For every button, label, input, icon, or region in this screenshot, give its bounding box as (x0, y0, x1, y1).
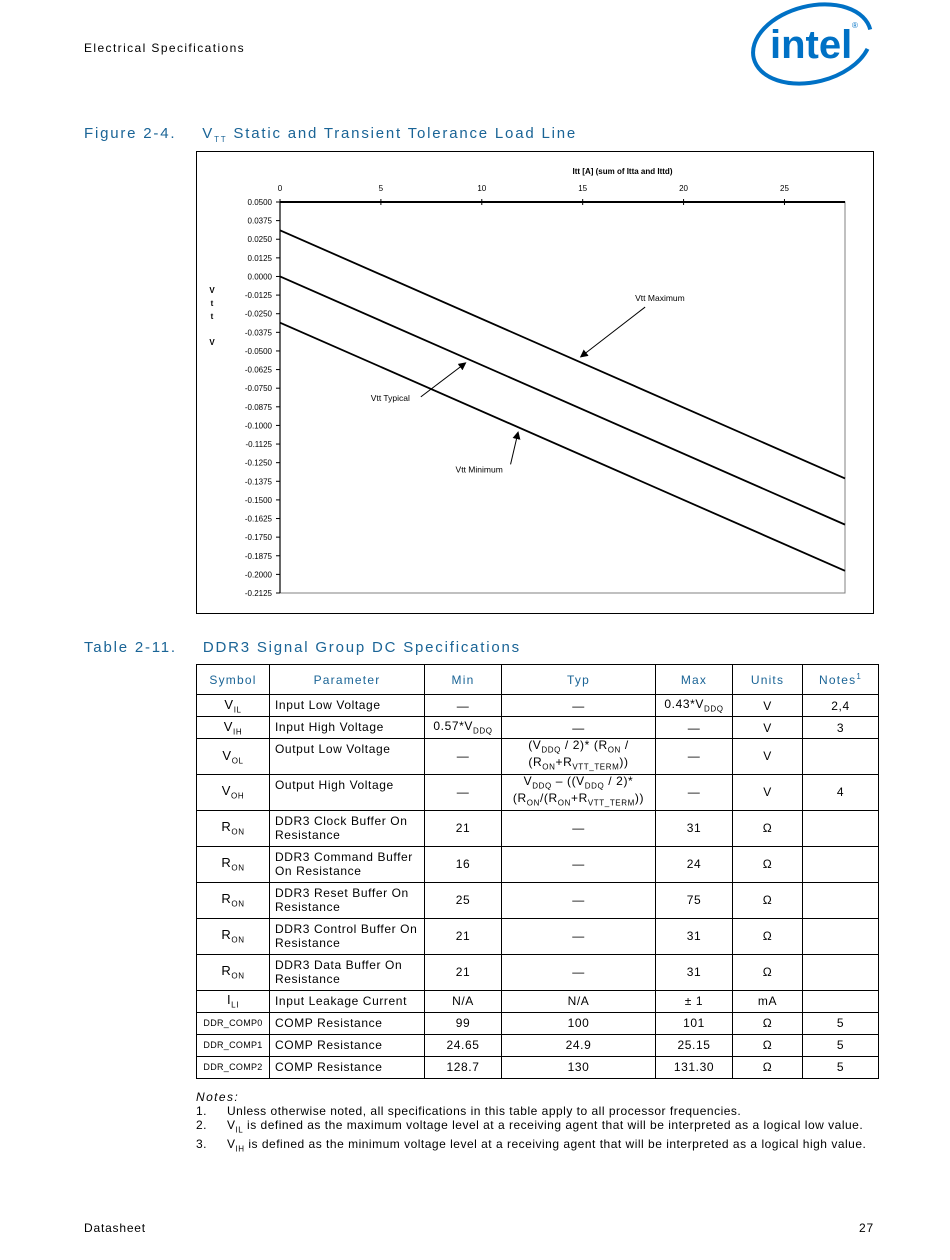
table-row (197, 774, 879, 810)
annotation-label: Vtt Minimum (455, 464, 503, 475)
y-axis-label-char: t (210, 312, 214, 321)
cell-notes: 2,4 (803, 695, 879, 717)
cell-typ: $V_{DDQ} - ((V_{DDQ} / 2)*$ $(R_{ON}/(R_{ON}+R_{VTT\_TERM}))$ (502, 774, 656, 810)
cell-max: 131.30 (656, 1056, 733, 1078)
cell-units: Ω (733, 1012, 803, 1034)
x-axis-label: Itt [A] (sum of Itta and Ittd) (572, 167, 673, 176)
cell-units: V (733, 739, 803, 775)
col-header-notes: Notes$^1$ (803, 665, 879, 695)
cell-min: $0.57*V_{DDQ}$ (425, 717, 502, 739)
col-header-typ: Typ (502, 665, 656, 695)
cell-min: 21 (425, 810, 502, 846)
cell-units: V (733, 695, 803, 717)
cell-parameter: Input High Voltage (270, 717, 425, 739)
col-header-units: Units (733, 665, 803, 695)
y-tick-label: -0.1250 (244, 458, 272, 468)
cell-typ: 100 (502, 1012, 656, 1034)
cell-units: Ω (733, 882, 803, 918)
table-row (197, 1056, 879, 1078)
y-tick-label: -0.0250 (244, 309, 272, 319)
col-header-parameter: Parameter (270, 665, 425, 695)
cell-typ: — (502, 882, 656, 918)
cell-parameter: Input Low Voltage (270, 695, 425, 717)
cell-notes (803, 810, 879, 846)
cell-notes (803, 846, 879, 882)
cell-max: 31 (656, 810, 733, 846)
table-row (197, 1012, 879, 1034)
y-tick-label: -0.0125 (244, 291, 272, 301)
y-tick-label: -0.0875 (244, 402, 272, 412)
y-tick-label: 0.0125 (247, 253, 272, 263)
cell-notes: 4 (803, 774, 879, 810)
figure-title-sub: TT (214, 135, 228, 144)
cell-parameter: DDR3 Data Buffer On Resistance (270, 954, 425, 990)
load-line-chart (197, 152, 873, 613)
cell-min: — (425, 774, 502, 810)
y-tick-label: -0.2125 (244, 589, 272, 598)
cell-typ: N/A (502, 990, 656, 1012)
cell-notes: 5 (803, 1012, 879, 1034)
cell-parameter: Output High Voltage (270, 774, 425, 810)
cell-notes: 5 (803, 1034, 879, 1056)
y-tick-label: -0.1375 (244, 477, 272, 487)
cell-notes (803, 954, 879, 990)
cell-typ: — (502, 918, 656, 954)
cell-parameter: COMP Resistance (270, 1034, 425, 1056)
cell-parameter: COMP Resistance (270, 1056, 425, 1078)
cell-symbol: $R_{ON}$ (197, 882, 270, 918)
note-item: 2. $V_{IL}$ is defined as the maximum voltage level at a receiving agent that will be interpreted as a logical low value. (196, 1118, 864, 1135)
x-tick-label: 0 (277, 184, 283, 193)
cell-units: mA (733, 990, 803, 1012)
cell-parameter: DDR3 Reset Buffer On Resistance (270, 882, 425, 918)
annotation-arrow (581, 307, 645, 357)
annotation-label: Vtt Maximum (635, 293, 685, 304)
y-tick-label: -0.1000 (244, 421, 272, 431)
cell-symbol: $R_{ON}$ (197, 810, 270, 846)
y-tick-label: 0.0500 (247, 198, 272, 207)
cell-typ: — (502, 954, 656, 990)
cell-symbol: $R_{ON}$ (197, 846, 270, 882)
figure-title-prefix: V (202, 125, 215, 142)
figure-number: Figure 2-4. (84, 125, 177, 142)
y-axis-label-char: t (210, 299, 214, 308)
cell-min: — (425, 695, 502, 717)
cell-symbol: $I_{LI}$ (197, 990, 270, 1012)
y-tick-label: -0.0625 (244, 365, 272, 375)
y-tick-label: -0.0375 (244, 328, 272, 338)
logo-text: intel (770, 23, 853, 67)
figure-caption (84, 125, 577, 144)
cell-max: — (656, 739, 733, 775)
running-header: Electrical Specifications (84, 41, 246, 55)
cell-notes: 5 (803, 1056, 879, 1078)
svg-text:®: ® (852, 21, 858, 30)
col-header-symbol: Symbol (197, 665, 270, 695)
table-header-row (197, 665, 879, 695)
cell-max: $0.43*V_{DDQ}$ (656, 695, 733, 717)
cell-notes (803, 918, 879, 954)
cell-notes (803, 882, 879, 918)
cell-units: Ω (733, 918, 803, 954)
cell-min: 25 (425, 882, 502, 918)
annotation-arrow (421, 363, 466, 397)
y-axis-label-char: V (209, 338, 215, 347)
cell-max: 25.15 (656, 1034, 733, 1056)
cell-typ: — (502, 846, 656, 882)
table-title: DDR3 Signal Group DC Specifications (202, 639, 521, 656)
table-row (197, 954, 879, 990)
y-tick-label: -0.0500 (244, 346, 272, 356)
y-tick-label: -0.1875 (244, 551, 272, 561)
cell-typ: 130 (502, 1056, 656, 1078)
table-row (197, 918, 879, 954)
table-number: Table 2-11. (84, 639, 177, 656)
annotation-label: Vtt Typical (370, 392, 410, 403)
x-tick-label: 25 (780, 184, 789, 193)
cell-symbol: $V_{IL}$ (197, 695, 270, 717)
cell-symbol: DDR_COMP2 (197, 1056, 270, 1078)
cell-min: — (425, 739, 502, 775)
cell-min: 21 (425, 918, 502, 954)
cell-notes (803, 739, 879, 775)
cell-max: — (656, 717, 733, 739)
cell-max: — (656, 774, 733, 810)
y-tick-label: -0.1500 (244, 495, 272, 505)
cell-max: 31 (656, 954, 733, 990)
x-tick-label: 5 (378, 184, 384, 193)
notes-title: Notes: (196, 1090, 240, 1104)
cell-min: 24.65 (425, 1034, 502, 1056)
page-number: 27 (859, 1221, 874, 1235)
cell-symbol: DDR_COMP0 (197, 1012, 270, 1034)
table-row (197, 810, 879, 846)
cell-units: Ω (733, 810, 803, 846)
cell-typ: — (502, 717, 656, 739)
y-tick-label: 0.0250 (247, 235, 272, 245)
series-line-min (280, 323, 845, 571)
cell-min: 21 (425, 954, 502, 990)
cell-max: 75 (656, 882, 733, 918)
cell-parameter: COMP Resistance (270, 1012, 425, 1034)
cell-typ: 24.9 (502, 1034, 656, 1056)
cell-max: 31 (656, 918, 733, 954)
y-axis-label-char: V (209, 286, 215, 295)
table-row (197, 990, 879, 1012)
x-tick-label: 20 (679, 184, 689, 193)
table-row (197, 739, 879, 775)
cell-parameter: Input Leakage Current (270, 990, 425, 1012)
table-row (197, 695, 879, 717)
cell-min: 128.7 (425, 1056, 502, 1078)
chart-frame (196, 151, 874, 614)
cell-units: V (733, 717, 803, 739)
cell-units: Ω (733, 846, 803, 882)
cell-min: 99 (425, 1012, 502, 1034)
annotation-arrow (511, 432, 519, 464)
cell-units: Ω (733, 1056, 803, 1078)
x-tick-label: 15 (578, 184, 588, 193)
note-item: 3. $V_{IH}$ is defined as the minimum voltage level at a receiving agent that will be interpreted as a logical high value. (196, 1137, 867, 1154)
table-caption (84, 639, 521, 656)
y-tick-label: -0.0750 (244, 384, 272, 394)
figure-title-rest: Static and Transient Tolerance Load Line (227, 125, 578, 142)
cell-symbol: $R_{ON}$ (197, 954, 270, 990)
cell-units: V (733, 774, 803, 810)
y-tick-label: -0.1625 (244, 514, 272, 524)
note-item: 1. Unless otherwise noted, all specifications in this table apply to all processor frequencies. (196, 1104, 742, 1118)
cell-typ: — (502, 695, 656, 717)
cell-symbol: DDR_COMP1 (197, 1034, 270, 1056)
cell-units: Ω (733, 954, 803, 990)
cell-units: Ω (733, 1034, 803, 1056)
cell-parameter: Output Low Voltage (270, 739, 425, 775)
table-row (197, 846, 879, 882)
cell-max: 101 (656, 1012, 733, 1034)
y-tick-label: -0.2000 (244, 570, 272, 580)
cell-typ: — (502, 810, 656, 846)
ddr3-dc-spec-table (196, 664, 879, 1079)
cell-parameter: DDR3 Control Buffer On Resistance (270, 918, 425, 954)
cell-min: N/A (425, 990, 502, 1012)
col-header-max: Max (656, 665, 733, 695)
cell-symbol: $V_{OH}$ (197, 774, 270, 810)
cell-notes: 3 (803, 717, 879, 739)
col-header-min: Min (425, 665, 502, 695)
table-row (197, 1034, 879, 1056)
cell-parameter: DDR3 Clock Buffer On Resistance (270, 810, 425, 846)
series-line-max (280, 230, 845, 478)
cell-max: 24 (656, 846, 733, 882)
intel-logo (748, 0, 876, 88)
footer-left: Datasheet (84, 1221, 146, 1235)
cell-symbol: $R_{ON}$ (197, 918, 270, 954)
y-tick-label: -0.1750 (244, 533, 272, 543)
cell-typ: $(V_{DDQ} / 2)*$ ($R_{ON}$ / $(R_{ON}+R_{VTT\_TERM})$) (502, 739, 656, 775)
cell-symbol: $V_{IH}$ (197, 717, 270, 739)
y-tick-label: -0.1125 (245, 440, 272, 450)
cell-max: ± 1 (656, 990, 733, 1012)
y-tick-label: 0.0375 (247, 216, 272, 226)
table-row (197, 717, 879, 739)
cell-parameter: DDR3 Command Buffer On Resistance (270, 846, 425, 882)
cell-symbol: $V_{OL}$ (197, 739, 270, 775)
cell-notes (803, 990, 879, 1012)
series-line-typical (280, 276, 845, 524)
table-notes (196, 1090, 876, 1157)
x-tick-label: 10 (477, 184, 487, 193)
cell-min: 16 (425, 846, 502, 882)
table-row (197, 882, 879, 918)
y-tick-label: 0.0000 (247, 272, 272, 282)
